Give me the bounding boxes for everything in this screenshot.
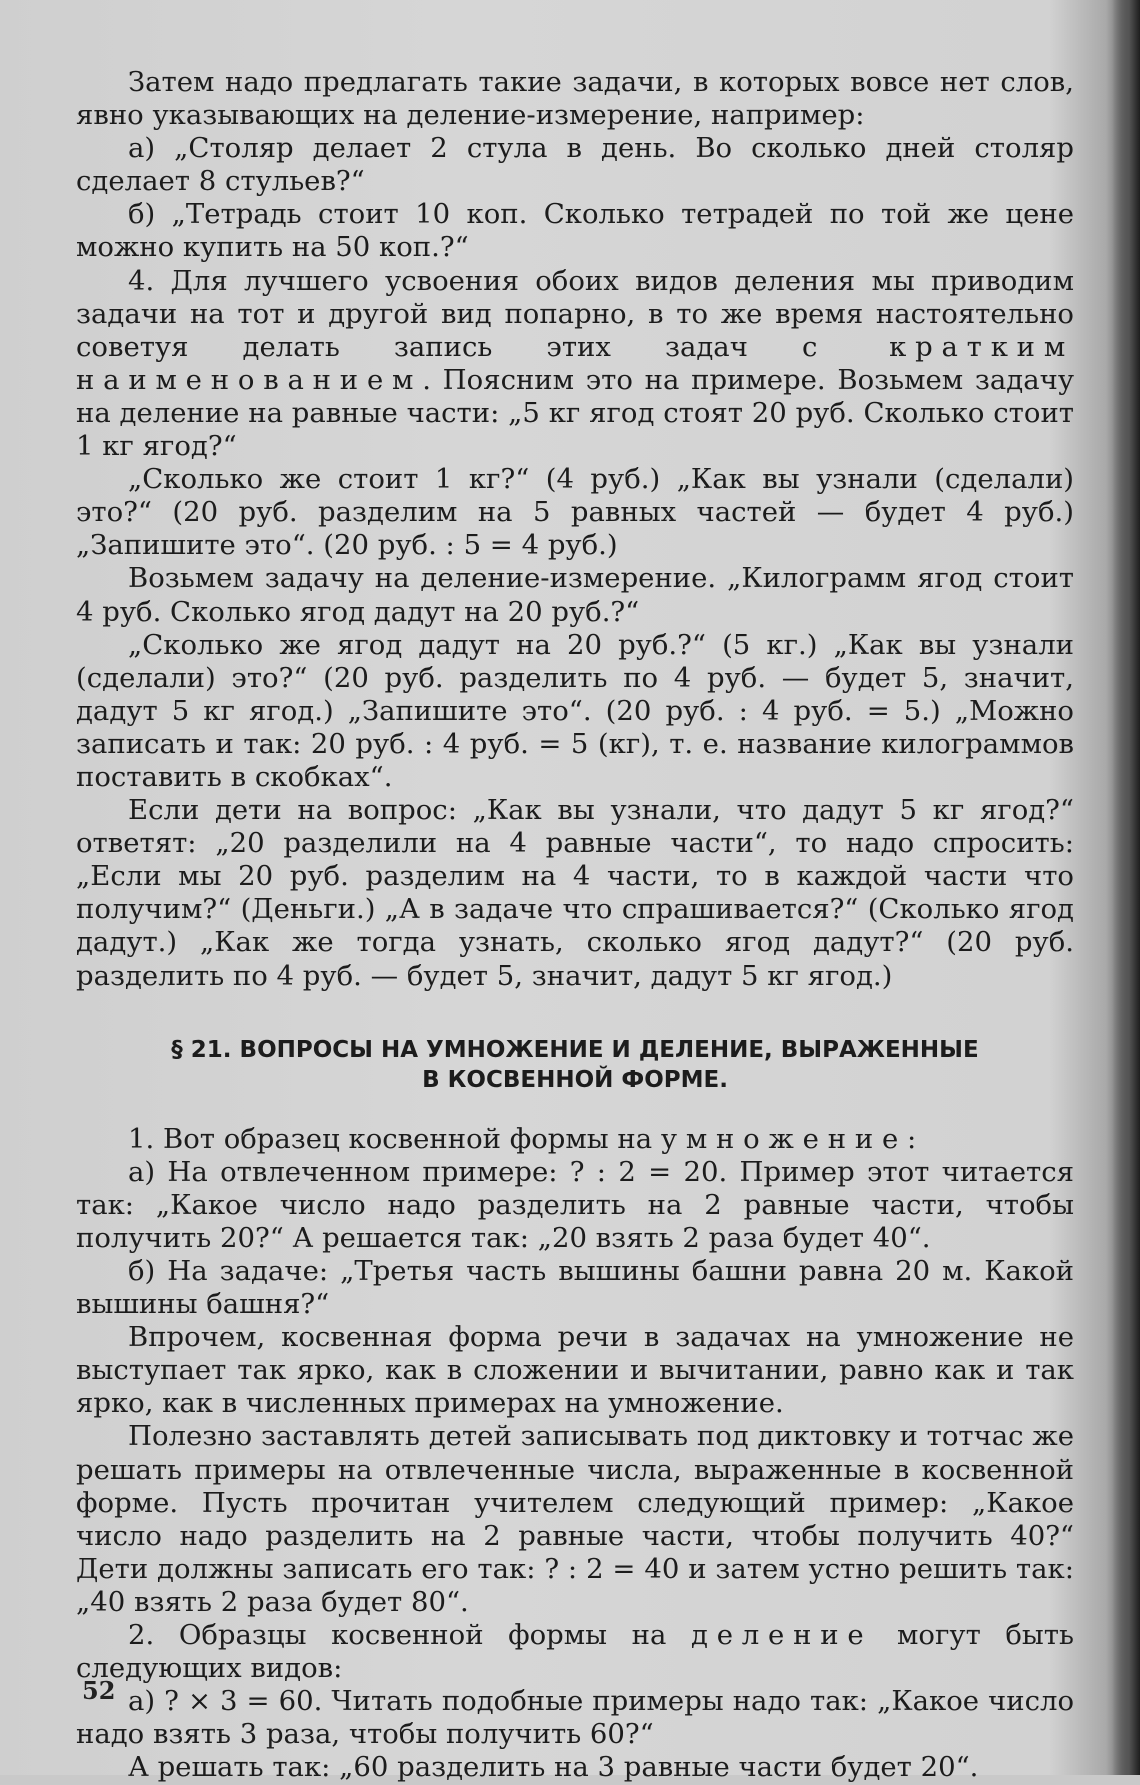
example-a: а) На отвлеченном примере: ? : 2 = 20. Пример этот читается так: „Какое число надо разделить на 2 равные части, чтобы получить 20?“ А решается так: „20 взять 2 раза будет 40“. xyxy=(76,1155,1074,1254)
spaced-emphasis: деление xyxy=(690,1619,873,1652)
paragraph: А решать так: „60 разделить на 3 равные части будет 20“. xyxy=(128,1751,979,1784)
paragraph-4-text: 4. Для лучшего усвоения обоих видов деления мы приводим задачи на тот и другой вид попарно, в то же время настоятельно советуя делать запись этих задач xyxy=(76,264,1074,363)
paragraph: Полезно заставлять детей записывать под диктовку и тотчас же решать примеры на отвлеченные числа, выраженные в косвенной форме. Пусть прочитан учителем следующий пример: „Какое число надо разделить на 2 равные части, чтобы получить 40?“ Дети должны записать его так: ? : 2 = 40 и затем устно решить так: „40 взять 2 раза будет 80“. xyxy=(76,1420,1074,1618)
paragraph: Впрочем, косвенная форма речи в задачах на умножение не выступает так ярко, как в сложении и вычитании, равно как и так ярко, как в численных примерах на умножение. xyxy=(76,1321,1074,1420)
paragraph-4 xyxy=(76,265,1074,464)
page-number: 52 xyxy=(82,1676,116,1705)
paragraph: Возьмем задачу на деление-измерение. „Килограмм ягод стоит 4 руб. Сколько ягод дадут на 20 руб.?“ xyxy=(76,562,1074,628)
paragraph: Если дети на вопрос: „Как вы узнали, что дадут 5 кг ягод?“ ответят: „20 разделили на 4 равные части“, то надо спросить: „Если мы 20 руб. разделим на 4 части, то в каждой части что получим?“ (Деньги.) „А в задаче что спрашивается?“ (Сколько ягод дадут.) „Как же тогда узнать, сколько ягод дадут?“ (20 руб. разделить по 4 руб. — будет 5, значит, дадут 5 кг ягод.) xyxy=(76,794,1074,992)
page-edge-shadow xyxy=(1112,0,1140,1775)
paragraph: Затем надо предлагать такие задачи, в которых вовсе нет слов, явно указывающих на деление-измерение, например: xyxy=(76,66,1074,132)
section-heading-line: § 21. ВОПРОСЫ НА УМНОЖЕНИЕ И ДЕЛЕНИЕ, ВЫРАЖЕННЫЕ xyxy=(171,1036,979,1063)
paragraph-4-text-end: . Поясним это на примере. Возьмем задачу на деление на равные части: „5 кг ягод стоят 20 руб. Сколько стоит 1 кг ягод?“ xyxy=(76,363,1074,463)
paragraph-1-text: 1. Вот образец косвенной формы на xyxy=(128,1122,661,1155)
paragraph-1 xyxy=(76,1123,1074,1156)
paragraph: „Сколько же ягод дадут на 20 руб.?“ (5 кг.) „Как вы узнали (сделали) это?“ (20 руб. разделить по 4 руб. — будет 5, значит, дадут 5 кг ягод.) „Запишите это“. (20 руб. : 4 руб. = 5.) „Можно записать и так: 20 руб. : 4 руб. = 5 (кг), т. е. название килограммов поставить в скобках“. xyxy=(76,628,1074,793)
page-body xyxy=(76,66,1074,1785)
example-b: б) „Тетрадь стоит 10 коп. Сколько тетрадей по той же цене можно купить на 50 коп.?“ xyxy=(76,198,1074,264)
paragraph-2-text-end: могут быть следующих видов: xyxy=(76,1619,1074,1685)
paragraph-2-text: 2. Образцы косвенной формы на xyxy=(128,1619,691,1652)
spaced-emphasis: с кратким наименованием xyxy=(76,330,1075,396)
paragraph: „Сколько же стоит 1 кг?“ (4 руб.) „Как вы узнали (сделали) это?“ (20 руб. разделим на 5 равных частей — будет 4 руб.) „Запишите это“. (20 руб. : 5 = 4 руб.) xyxy=(76,463,1074,562)
example-b: б) На задаче: „Третья часть вышины башни равна 20 м. Какой вышины башня?“ xyxy=(76,1255,1074,1321)
example-a: а) „Столяр делает 2 стула в день. Во сколько дней столяр сделает 8 стульев?“ xyxy=(76,132,1074,198)
spaced-emphasis: умножение xyxy=(660,1122,908,1155)
paragraph-1-text-end: : xyxy=(907,1122,917,1155)
section-heading xyxy=(76,1035,1074,1095)
example-a: а) ? × 3 = 60. Читать подобные примеры надо так: „Какое число надо взять 3 раза, чтобы получить 60?“ xyxy=(76,1685,1074,1751)
section-heading-line: В КОСВЕННОЙ ФОРМЕ. xyxy=(422,1066,728,1093)
paragraph-2 xyxy=(76,1619,1074,1685)
